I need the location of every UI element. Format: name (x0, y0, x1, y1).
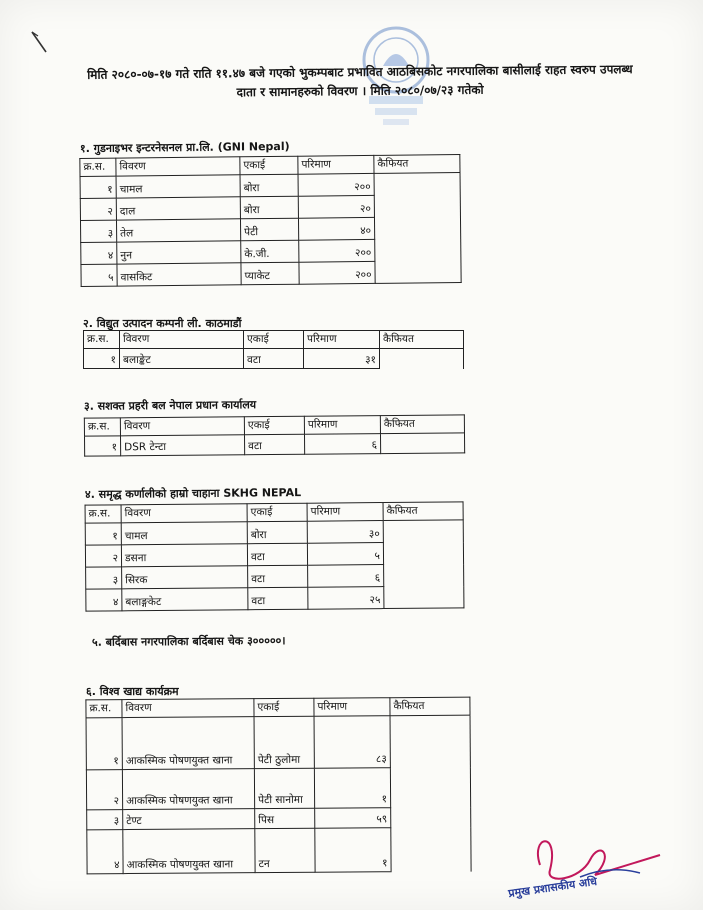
col-unit-header: एकाई (240, 156, 298, 175)
row-sn: १ (84, 349, 120, 369)
row-sn: ३ (86, 567, 122, 589)
col-remarks-header: कैफियत (380, 331, 464, 349)
row-description: बलाङ्केट (120, 349, 244, 369)
row-sn: १ (84, 436, 120, 456)
row-sn: १ (85, 523, 121, 545)
row-quantity: १ (315, 828, 391, 873)
section-4-table (85, 501, 465, 611)
row-description: आकस्मिक पोषणयुक्त खाना (123, 829, 255, 874)
row-description: बलाङ्गकेट (122, 588, 248, 611)
section-2-table (83, 330, 464, 369)
table-row (85, 520, 463, 545)
section-3-table (84, 414, 465, 456)
row-unit: वटा (244, 434, 304, 455)
section-6-heading: ६. विश्व खाद्य कार्यक्रम (86, 685, 179, 698)
row-unit: प्याकेट (241, 262, 299, 285)
row-quantity: २०० (298, 173, 374, 196)
title-line-2: दाता र सामानहरुको विवरण । मिति २०८०/०७/२३ गतेको (236, 82, 484, 100)
row-quantity: ३१ (304, 349, 380, 369)
row-quantity: २० (298, 195, 374, 218)
row-unit: वटा (248, 587, 308, 610)
row-quantity: २०० (299, 261, 375, 284)
col-quantity-header: परिमाण (307, 503, 383, 522)
row-unit: टन (255, 828, 315, 872)
col-sn-header: क्र.स. (86, 700, 122, 718)
section-1-heading: १. गुडनाइभर इन्टरनेसनल प्रा.लि. (GNI Nepal) (79, 139, 290, 156)
row-quantity: २५ (308, 587, 384, 610)
table-row (84, 433, 464, 456)
signature-designation: प्रमुख प्रशासकीय अधि (507, 874, 598, 901)
section-3-heading: ३. सशक्त प्रहरी बल नेपाल प्रधान कार्यालय (83, 398, 257, 413)
title-line-1: मिति २०८०-०७-१७ गते राति ११.४७ बजे गएको भुकम्पबाट प्रभावित आठबिसकोट नगरपालिका बासीलाई राहत स्वरुप उपलब्ध (87, 62, 633, 82)
row-description: दाल (116, 197, 240, 220)
col-sn-header: क्र.स. (80, 158, 116, 176)
table-row (86, 715, 470, 770)
col-remarks-header: कैफियत (380, 415, 464, 434)
row-description: नुन (117, 241, 241, 264)
row-quantity: १ (314, 768, 390, 809)
row-quantity: ४० (298, 217, 374, 240)
section-2-heading: २. विद्युत उत्पादन कम्पनी ली. काठमाडौं (83, 317, 242, 330)
row-quantity: ६ (304, 434, 380, 455)
row-remarks (380, 433, 464, 454)
row-unit: के.जी. (241, 240, 299, 263)
row-quantity: ८३ (314, 716, 390, 769)
row-sn: २ (80, 198, 116, 220)
col-remarks-header: कैफियत (374, 155, 460, 174)
row-sn: ५ (81, 264, 117, 286)
row-unit: वटा (247, 543, 307, 566)
row-unit: पेटी (240, 218, 298, 241)
row-description: तेल (116, 219, 240, 242)
row-sn: ३ (80, 220, 116, 242)
col-quantity-header: परिमाण (298, 155, 374, 174)
row-sn: २ (85, 545, 121, 567)
row-quantity: ५ (307, 543, 383, 566)
col-unit-header: एकाई (247, 503, 307, 522)
section-5-cheque-line: ५. बर्दिबास नगरपालिका बर्दिबास चेक ३०००००। (91, 634, 286, 649)
table-header-row (84, 331, 464, 349)
row-quantity: ६ (308, 565, 384, 588)
col-description-header: विवरण (120, 417, 244, 436)
row-unit: पेटी सानोमा (254, 768, 314, 808)
col-description-header: विवरण (122, 699, 254, 718)
col-description-header: विवरण (120, 331, 244, 349)
row-description: चामल (116, 175, 240, 198)
row-quantity: ३० (307, 521, 383, 544)
row-sn: १ (80, 176, 116, 198)
row-unit: बोरा (240, 196, 298, 219)
section-4-heading: ४. समृद्ध कर्णालीको हाम्रो चाहाना SKHG NEPAL (84, 486, 302, 501)
row-unit: पिस (255, 808, 315, 828)
col-unit-header: एकाई (254, 698, 314, 716)
row-description: वासकिट (117, 263, 241, 286)
col-quantity-header: परिमाण (304, 416, 380, 435)
row-sn: ३ (87, 810, 123, 830)
col-remarks-header: कैफियत (383, 502, 463, 521)
row-remarks (380, 349, 464, 369)
row-unit: वटा (248, 565, 308, 588)
row-unit: वटा (244, 349, 304, 369)
col-quantity-header: परिमाण (304, 331, 380, 349)
row-description: डसना (121, 544, 247, 567)
row-unit: बोरा (240, 174, 298, 197)
section-6-table (85, 697, 471, 875)
row-description: टेण्ट (123, 809, 255, 830)
row-description: आकस्मिक पोषणयुक्त खाना (122, 769, 254, 810)
row-unit: पेटी ठुलोमा (254, 716, 314, 768)
row-sn: १ (86, 718, 122, 770)
row-sn: २ (86, 770, 122, 810)
corner-pen-mark (30, 30, 50, 58)
handwritten-signature (520, 825, 700, 910)
col-sn-header: क्र.स. (84, 418, 120, 436)
row-description: DSR टेन्टा (120, 435, 244, 456)
row-remarks (390, 715, 471, 872)
row-unit: बोरा (247, 521, 307, 544)
row-remarks (383, 520, 464, 609)
row-remarks (374, 173, 461, 284)
col-description-header: विवरण (121, 504, 247, 523)
col-sn-header: क्र.स. (85, 505, 121, 523)
col-description-header: विवरण (116, 157, 240, 176)
row-quantity: २०० (299, 239, 375, 262)
section-1-table (79, 154, 461, 287)
row-description: आकस्मिक पोषणयुक्त खाना (122, 717, 254, 770)
col-unit-header: एकाई (244, 331, 304, 349)
row-sn: ४ (81, 242, 117, 264)
document-title (80, 60, 640, 104)
col-quantity-header: परिमाण (314, 698, 390, 717)
table-row (84, 349, 464, 369)
col-unit-header: एकाई (244, 416, 304, 435)
col-sn-header: क्र.स. (84, 331, 120, 349)
row-sn: ४ (86, 589, 122, 611)
row-description: चामल (121, 522, 247, 545)
row-description: सिरक (122, 566, 248, 589)
col-remarks-header: कैफियत (390, 697, 470, 716)
table-row (80, 173, 460, 199)
row-quantity: ५९ (315, 808, 391, 829)
row-sn: ४ (87, 830, 123, 874)
